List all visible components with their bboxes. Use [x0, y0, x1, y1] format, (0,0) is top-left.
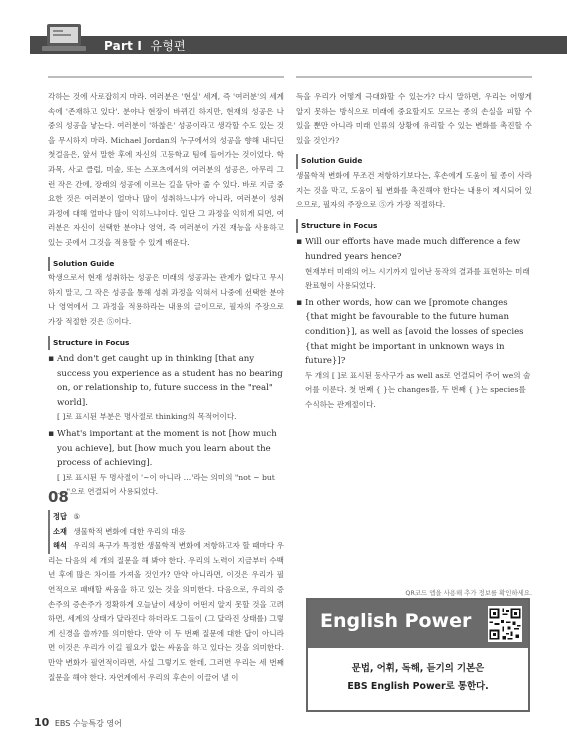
page-number: 10: [34, 716, 50, 729]
ad-banner: [308, 600, 528, 648]
structure-in-focus-label: Structure in Focus: [48, 336, 129, 351]
translation-paragraph: 득을 우리가 어떻게 극대화할 수 있는가? 다시 말하면, 우리는 어떻게 알지 못하는 방식으로 미래에 중요할지도 모르는 종의 손실을 피할 수 있을 뿐만 아니라 미래 인류의 상황에 유리할 수 있는 변화를 촉진할 수 있을 것인가?: [296, 92, 532, 145]
explain-row: [48, 539, 284, 685]
structure-note: [ ]로 표시된 두 명사절이 '~이 아니라 …'라는 의미의 "not ~ but ...."으로 연결되어 사용되었다.: [57, 472, 275, 497]
left-column: [48, 90, 284, 500]
structure-bullet: ▪ And don't get caught up in thinking [that any success you experience as a student has no bearing on, or relationship to, future success in the "real" world].: [48, 352, 284, 410]
solution-guide-text: 생물학적 변화에 무조건 저항하기보다는, 후손에게 도움이 될 종이 사라지는 것을 막고, 도움이 될 변화를 촉진해야 한다는 내용이 제시되어 있으므로, 필자의 주장으로 ⑤가 가장 적절하다.: [296, 170, 532, 210]
right-column-rule: [296, 76, 532, 78]
page-header: [0, 0, 567, 64]
solution-guide-text: 학생으로서 현재 성취하는 성공은 미래의 성공과는 관계가 없다고 무시하지 말고, 그 작은 성공을 통해 성취 과정을 익혀서 나중에 선택한 분야나 영역에서 그 과정을 적용하라는 내용의 글이므로, 필자의 주장으로 가장 적절한 것은 ⑤이다.: [48, 273, 284, 326]
question-08-block: [48, 510, 284, 685]
explain-text: 우리의 욕구가 특정한 생물학적 변화에 저항하고자 할 때마다 우리는 다음의 세 개의 질문을 해 봐야 한다. 우리의 노력이 지금부터 수백 년 후에 많은 차이를 가져올 것인가? 만약 아니라면, 이것은 우리가 필연적으로 패배할 싸움을 하고 있는 것을 의미한다. 다음으로, 우리의 증손주의 증손주가 정확하게 오늘날이 세상이 어떤지 알지 못할 것을 고려하면, 세계의 상태가 달라진다 하더라도 그들이 (그 달라진 상태를) 그렇게 신경을 쓸까?를 의미한다. 만약 이 두 번째 질문에 대한 답이 아니라면 이것은 우리가 이길 필요가 없는 싸움을 하고 있다는 것을 의미한다. 만약 변화가 필연적이라면, 사실 그렇기도 한데, 그러면 우리는 세 번째 질문을 해야 한다. 자연계에서 우리의 후손이 이끌어 낼 이: [48, 541, 284, 682]
part-subtitle: 유형편: [150, 39, 186, 53]
solution-guide-label: Solution Guide: [48, 257, 114, 272]
structure-note: [ ]로 표시된 부분은 명사절로 thinking의 목적어이다.: [57, 412, 237, 422]
structure-note: 현재부터 미래의 어느 시기까지 일어난 동작의 결과를 표현하는 미래완료형이 사용되었다.: [305, 266, 530, 291]
answer-label: 정답: [48, 510, 67, 525]
solution-guide-label: Solution Guide: [296, 154, 362, 169]
translation-paragraph: 각하는 것에 사로잡히지 마라. 여러분은 '현실' 세계, 즉 '여러분'의 세계 속에 '존재하고 있다'. 분야나 현장이 바뀌긴 하지만, 현재의 성공은 나중의 성공을 낳는다. 여러분이 '하찮은' 성공이라고 생각할 수도 있는 것을 무시하지 마라. Michael Jordan의 누구에서의 성공을 향해 내디딘 첫걸음은, 앞서 말한 후에 자신의 고등학교 팀에 들어가는 것이었다. 학과목, 사교 클럽, 미술, 또는 스포츠에서의 여러분의 성공은, 아무리 그런 작은 간에, 장래의 성공에 이르는 길을 닦아 줄 수 있다. 바로 지금 중요한 것은 여러분이 얼마나 많이 성취하느냐가 아니라, 여러분이 성취 과정에 대해 얼마나 많이 익히느냐이다. 일단 그 과정을 익히게 되면, 여러분은 자신이 선택한 분야나 영역, 즉 여러분이 가진 재능을 사용하고 있는 곳에서 그것을 적용할 수 있게 배운다.: [48, 92, 284, 247]
topic-label: 소재: [48, 525, 67, 540]
qr-note: QR코드 앱을 사용해 추가 정보를 확인하세요.: [405, 589, 532, 597]
english-power-ad[interactable]: [306, 598, 530, 712]
structure-bullet: ▪ In other words, how can we [promote changes {that might be favourable to the future human condition}], as well as [avoid the losses of species {that might be important in unknown ways in future}]?: [296, 296, 532, 369]
part-label: Part Ⅰ: [104, 39, 143, 53]
ad-title: English Power: [320, 610, 472, 632]
topic-value: 생물학적 변화에 대한 우리의 대응: [73, 526, 186, 536]
book-title: EBS 수능특강 영어: [54, 719, 122, 728]
structure-bullet: ▪ Will our efforts have made much difference a few hundred years hence?: [296, 235, 532, 264]
question-number: 08: [48, 488, 69, 506]
explain-label: 해석: [48, 539, 67, 554]
ad-line-1: 문법, 어휘, 독해, 듣기의 기본은: [351, 663, 485, 674]
laptop-icon: [42, 22, 86, 54]
ad-line-2: EBS English Power로 통한다.: [347, 681, 489, 692]
part-title: [104, 37, 186, 54]
topic-row: [48, 525, 284, 540]
answer-row: [48, 510, 284, 525]
structure-bullet: ▪ What's important at the moment is not [how much you achieve], but [how much you learn about the process of achieving].: [48, 427, 284, 471]
structure-in-focus-label: Structure in Focus: [296, 219, 377, 234]
structure-note: 두 개의 [ ]로 표시된 동사구가 as well as로 연결되어 주어 we의 술어를 이룬다. 첫 번째 { }는 changes를, 두 번째 { }는 species를 수식하는 관계절이다.: [305, 370, 531, 409]
right-column: [296, 90, 532, 412]
left-column-rule: [48, 76, 284, 78]
qr-code-icon[interactable]: [488, 606, 522, 642]
page-footer: [34, 716, 122, 729]
answer-value: ⑤: [73, 512, 81, 521]
